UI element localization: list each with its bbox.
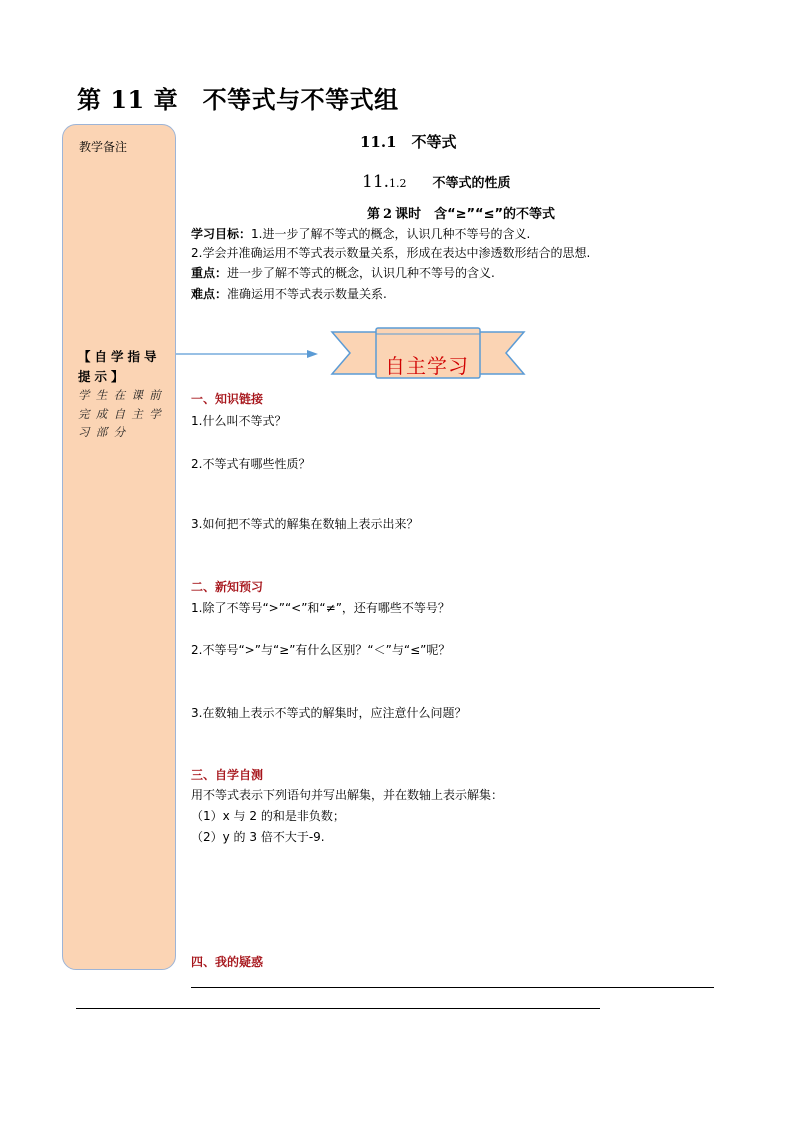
section-knowledge-link-title: 一、知识链接 — [191, 392, 264, 406]
self-test-item: （1）x 与 2 的和是非负数； — [191, 809, 345, 823]
hint-body-line: 完成自主学 — [78, 406, 167, 421]
lesson-number: 2 — [383, 207, 393, 222]
subsection-number-small: 1.2 — [389, 177, 407, 190]
lesson-prefix: 第 — [367, 207, 381, 222]
self-test-item: （2）y 的 3 倍不大于-9. — [191, 830, 325, 844]
difficulty-text: 准确运用不等式表示数量关系. — [227, 287, 387, 301]
learning-goal-label: 学习目标： — [191, 227, 252, 241]
learning-goal-2: 2.学会并准确运用不等式表示数量关系，形成在表达中渗透数形结合的思想. — [191, 246, 591, 260]
section-title: 11.1 不等式 — [360, 133, 457, 151]
self-study-hint-title — [78, 347, 170, 387]
footer-divider — [76, 1008, 600, 1009]
section-new-knowledge-title: 二、新知预习 — [191, 580, 264, 594]
lesson-title-rest: 课时 含“≥”“≤”的不等式 — [395, 207, 556, 222]
question-text: 2.不等号“>”与“≥”有什么区别？“＜”与“≤”呢？ — [191, 643, 451, 657]
lesson-title — [367, 203, 555, 222]
learning-goal-1: 1.进一步了解不等式的概念，认识几种不等号的含义. — [251, 227, 531, 241]
hint-body-line: 学生在课前 — [78, 388, 167, 402]
self-study-hint-body — [78, 386, 170, 442]
question-text: 3.如何把不等式的解集在数轴上表示出来？ — [191, 517, 419, 531]
difficulty-line — [191, 285, 387, 303]
learning-goal-line-1 — [191, 225, 530, 243]
key-point-label: 重点： — [191, 266, 228, 280]
teaching-notes-label: 教学备注 — [79, 140, 128, 154]
pointer-arrow-icon — [176, 345, 321, 363]
section-self-test-title: 三、自学自测 — [191, 768, 264, 782]
key-point-line — [191, 264, 495, 282]
teaching-notes-sidebar — [62, 124, 176, 970]
key-point-text: 进一步了解不等式的概念，认识几种不等号的含义. — [227, 266, 495, 280]
question-text: 3.在数轴上表示不等式的解集时，应注意什么问题？ — [191, 706, 467, 720]
hint-title-line-2: 提示】 — [78, 369, 128, 384]
question-text: 2.不等式有哪些性质？ — [191, 457, 311, 471]
chapter-title: 第 11 章 不等式与不等式组 — [77, 85, 399, 114]
self-test-intro: 用不等式表示下列语句并写出解集，并在数轴上表示解集： — [191, 788, 504, 802]
subsection-number: 11. — [362, 172, 390, 192]
question-text: 1.除了不等号“>”“<”和“≠”，还有哪些不等号？ — [191, 601, 450, 615]
subsection-name: 不等式的性质 — [432, 176, 511, 191]
section-my-questions-title: 四、我的疑惑 — [191, 955, 264, 969]
answer-line — [191, 987, 714, 988]
hint-title-line-1: 【自学指导 — [78, 349, 161, 364]
banner-label: 自主学习 — [385, 354, 469, 378]
subsection-title — [362, 172, 511, 192]
question-text: 1.什么叫不等式？ — [191, 414, 287, 428]
difficulty-label: 难点： — [191, 287, 228, 301]
hint-body-line: 习部分 — [78, 425, 132, 439]
